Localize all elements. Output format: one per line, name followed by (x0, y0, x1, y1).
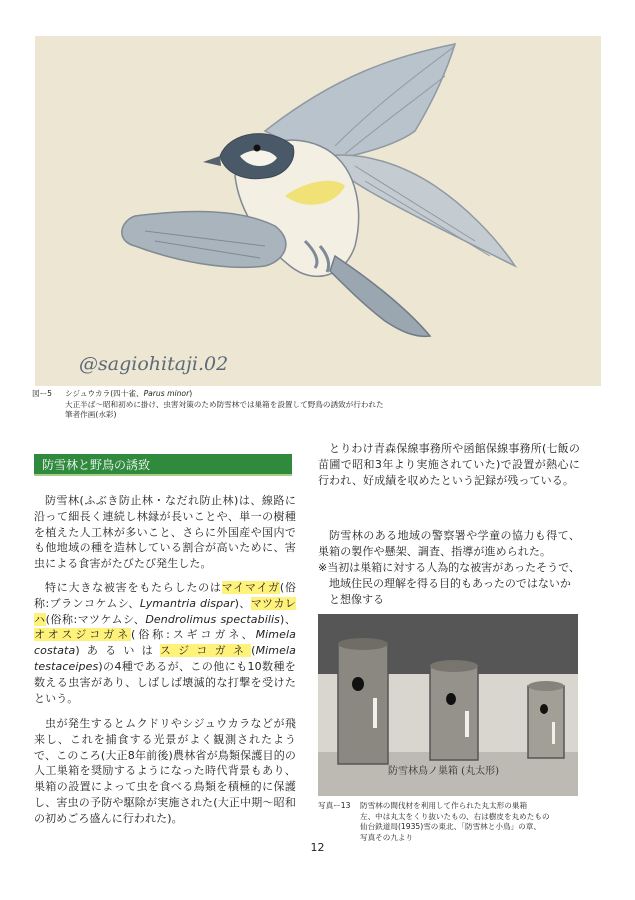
page-number: 12 (310, 841, 325, 854)
photo-caption-line: 仙台鉄道局(1935)雪の東北、「防雪林と小鳥」の章、 (360, 822, 541, 832)
figure-title: シジュウカラ(四十雀、Parus minor) (65, 389, 193, 398)
highlight-pest: マイマイガ (221, 581, 280, 594)
paragraph: とりわけ青森保線事務所や函館保線事務所(七飯の苗圃で昭和3年より実施されていた)で設置が熱心に行われ、好成績を収めたという記録が残っている。 (318, 442, 580, 487)
photo-caption-line: 防雪林の間伐材を利用して作られた丸太形の巣箱 (360, 801, 528, 810)
photo-label: 防雪林鳥ノ巣箱 (丸太形) (388, 766, 499, 777)
artist-signature: @sagiohitaji.02 (79, 353, 229, 375)
photo-caption-line: 写真その九より (360, 832, 414, 842)
figure-credit: 筆者作画(水彩) (65, 410, 117, 419)
footnote: ※当初は巣箱に対する人為的な被害があったそうで、地域住民の理解を得る目的もあったのではないかと想像する (318, 561, 580, 606)
nest-box-photo (318, 614, 578, 796)
photo-number: 写真ー13 (318, 801, 351, 810)
figure-caption (32, 389, 602, 421)
section-heading: 防雪林と野鳥の誘致 (34, 454, 292, 476)
great-tit-watercolor (35, 36, 601, 386)
paragraph: 虫が発生するとムクドリやシジュウカラなどが飛来し、これを捕食する光景がよく観測されたようで、このころ(大正8年前後)農林省が鳥類保護目的の人工巣箱を奨励するようになった時代背景もあり、巣箱の設置によって虫を食べる鳥類を積極的に保護し、害虫の予防や駆除が実施された(大正中期〜昭和の初めごろ盛んに行われた)。 (34, 717, 296, 825)
highlight-pest: オオスジコガネ (34, 628, 132, 642)
paragraph-pests: 特に大きな被害をもたらしたのはマイマイガ(俗称:ブランコケムシ、Lymantria dispar)、マツカレハ(俗称:マツケムシ、Dendrolimus spectabilis)、オオスジコガネ(俗称:スギコガネ、Mimela costata)あるいはスジコガネ(Mimela testaceipes)の4種であるが、この他にも10数種を数える虫害があり、しばしば壊滅的な打撃を受けたという。 (34, 581, 297, 705)
bird-illustration (35, 36, 601, 386)
highlight-pest: スジコガネ (159, 644, 252, 658)
figure-number: 図ー5 (32, 389, 53, 398)
photo-caption (318, 801, 588, 843)
figure-description: 大正半ば〜昭和初めに掛け、虫害対策のため防雪林では巣箱を設置して野鳥の誘致が行われた (65, 399, 384, 409)
highlight-pest: マツカレハ (34, 596, 297, 626)
paragraph: 防雪林のある地域の警察署や学童の協力も得て、巣箱の製作や懸架、調査、指導が進められた。 (318, 529, 580, 558)
paragraph: 防雪林(ふぶき防止林・なだれ防止林)は、線路に沿って細長く連続し林縁が長いことや、単一の樹種を植えた人工林が多いこと、さらに外国産や国内でも他地域の種を造林している割合が高いために、害虫による食害がたびたび発生した。 (34, 494, 296, 571)
nest-box-photo-image (318, 614, 578, 796)
photo-caption-line: 左、中は丸太をくり抜いたもの、右は樹皮を丸めたもの (360, 811, 550, 821)
